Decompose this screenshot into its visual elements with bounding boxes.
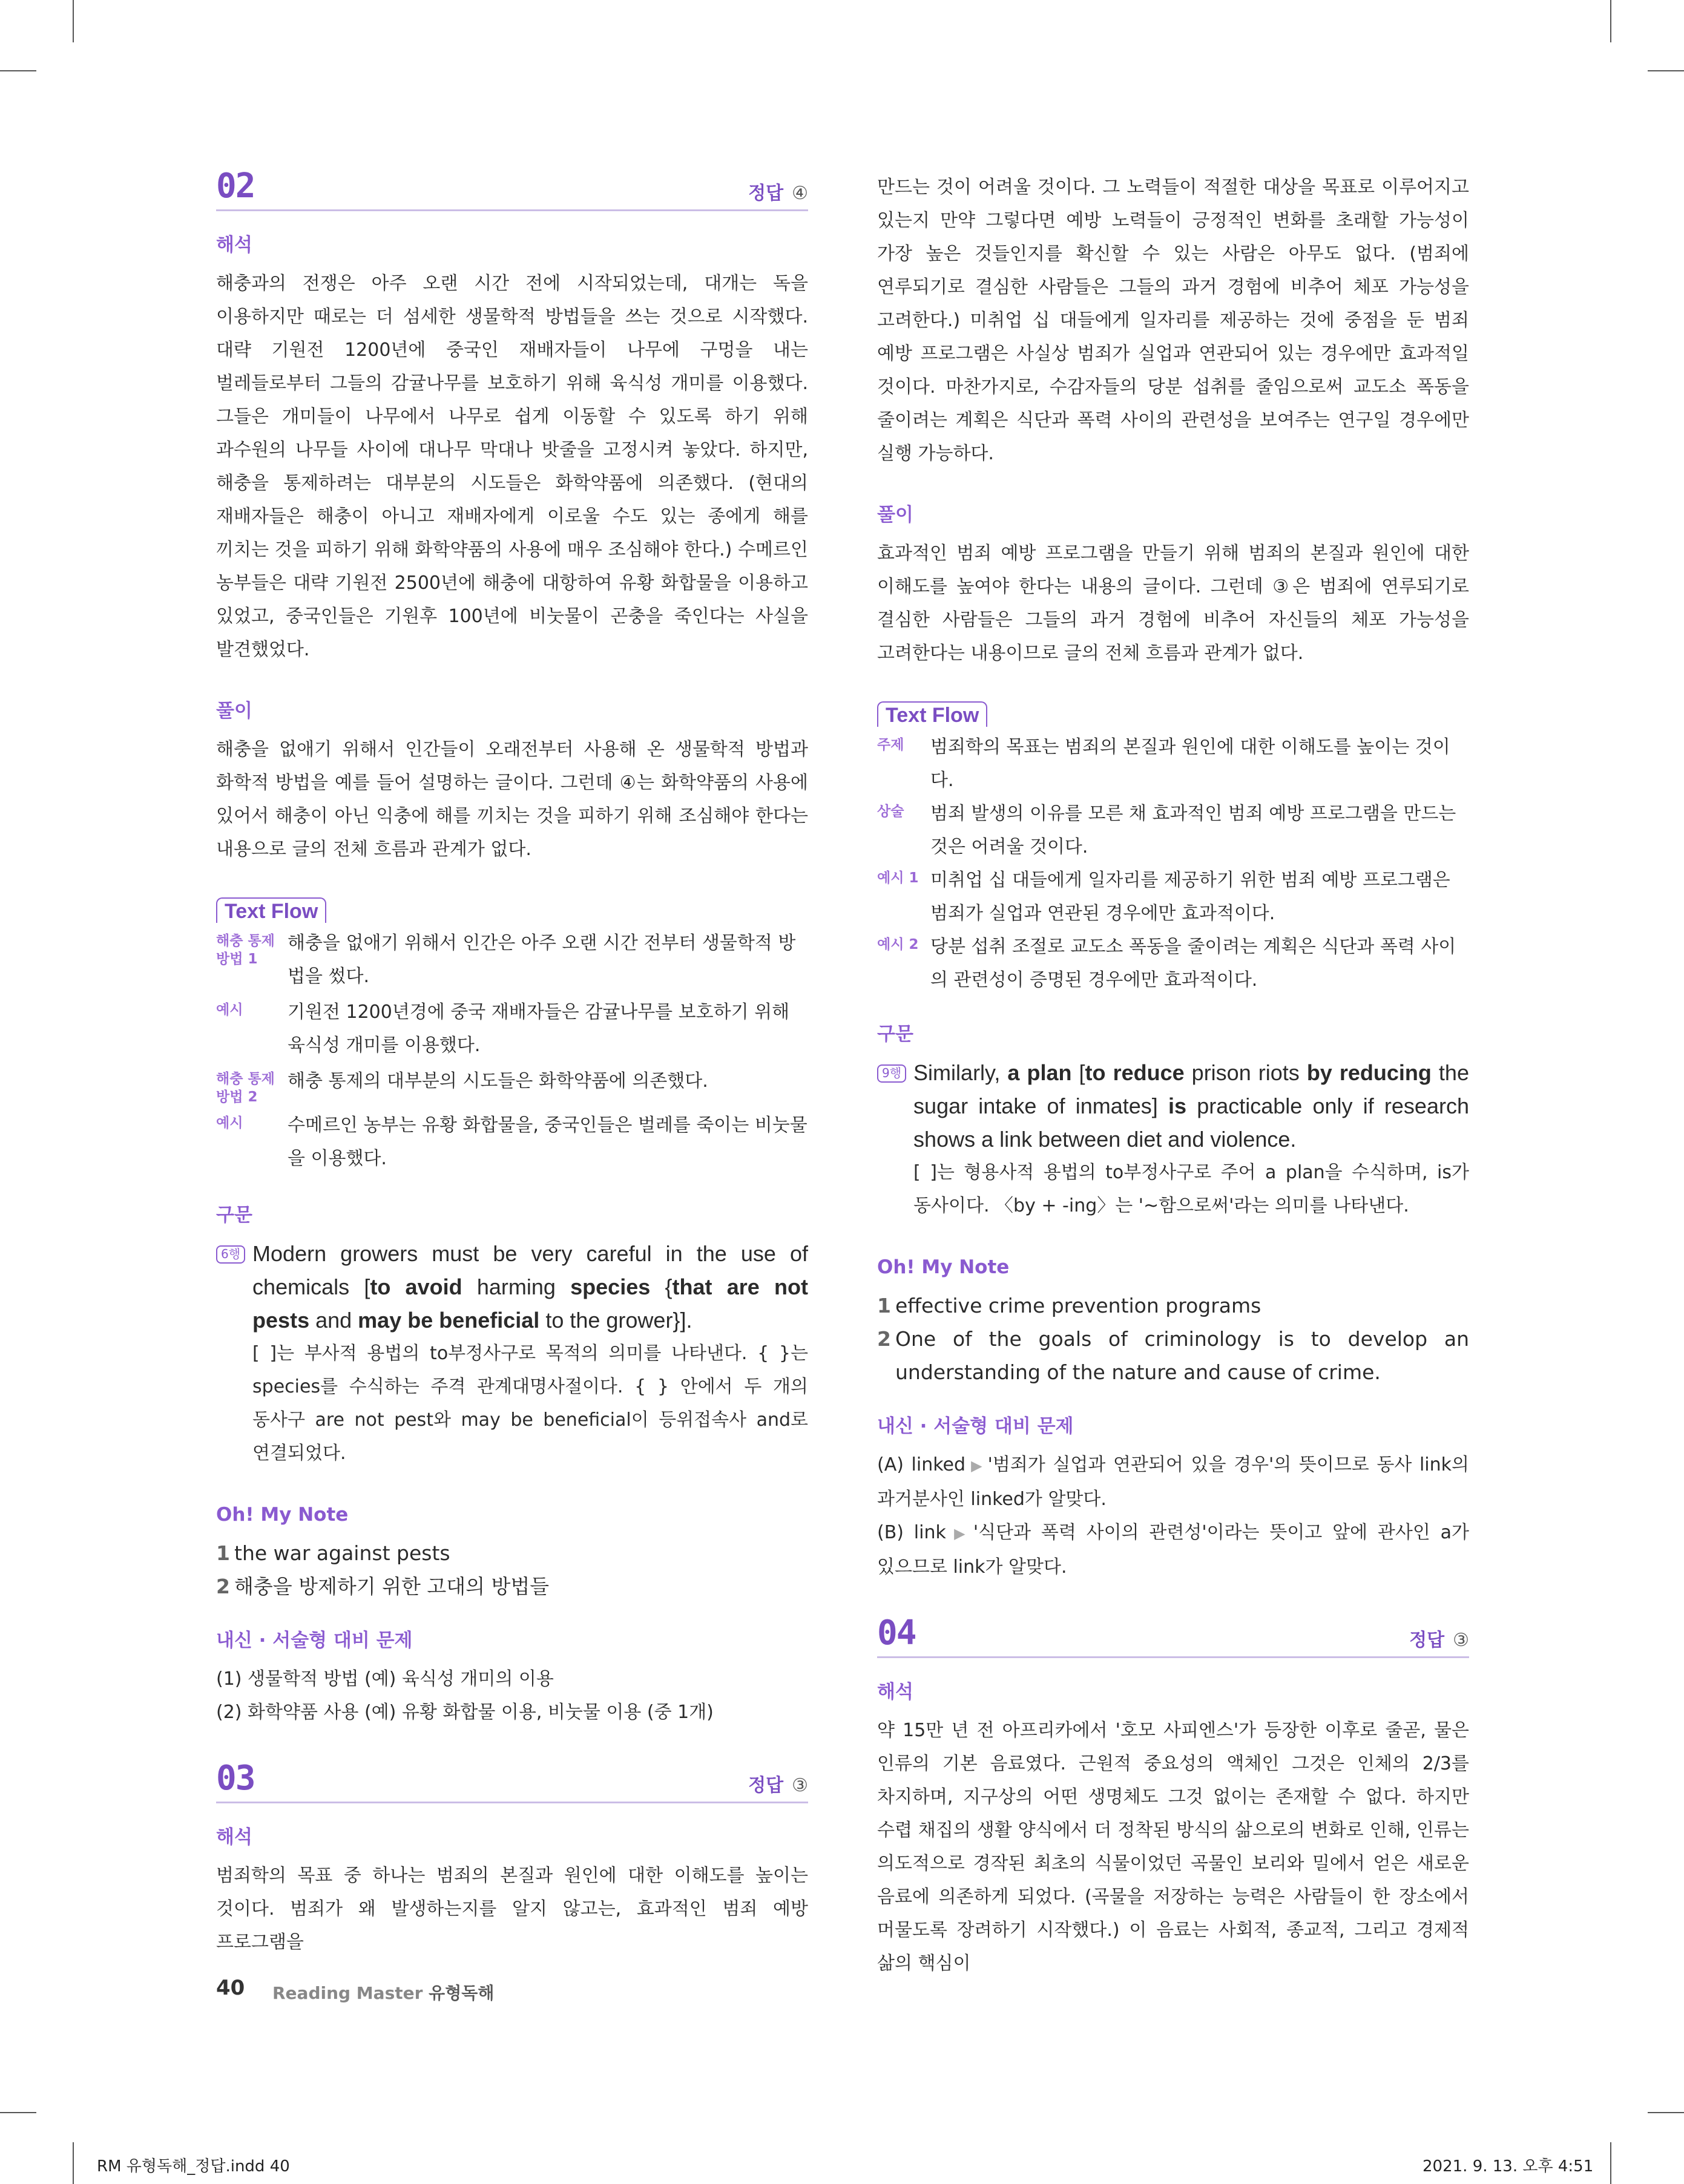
section-label-haeseok: 해석	[216, 1826, 252, 1848]
syntax-item	[877, 1056, 1469, 1222]
section-label-exam: 내신 · 서술형 대비 문제	[877, 1415, 1074, 1437]
section-label-syntax: 구문	[877, 1023, 913, 1045]
syntax-sentence: Similarly, a plan [to reduce prison riots by reducing the sugar intake of inmates] is practicable only if research shows a link between diet and violence.	[913, 1060, 1469, 1152]
crop-mark	[0, 2112, 36, 2113]
text-flow-tag: 예시 1	[877, 870, 919, 886]
text-flow-item	[877, 864, 1469, 930]
slug-filename: RM 유형독해_정답.indd 40	[97, 2157, 290, 2176]
text-flow-item	[877, 797, 1469, 864]
question-header	[216, 168, 808, 211]
section-label-haeseok: 해석	[877, 1681, 913, 1703]
crop-mark	[1610, 0, 1611, 42]
crop-mark	[1648, 2112, 1684, 2113]
crop-mark	[1610, 2142, 1611, 2184]
question-number: 02	[216, 166, 255, 206]
crop-mark	[1648, 70, 1684, 71]
section-label-exam: 내신 · 서술형 대비 문제	[216, 1630, 413, 1651]
answer-label	[748, 178, 808, 205]
text-flow-text: 수메르인 농부는 유황 화합물을, 중국인들은 벌레를 죽이는 비눗물을 이용했다.	[288, 1115, 807, 1169]
text-flow-text: 해충 통제의 대부분의 시도들은 화학약품에 의존했다.	[288, 1071, 708, 1092]
syntax-item	[216, 1237, 808, 1470]
answer-label: 정답 ③	[1409, 1630, 1469, 1651]
section-label-note: Oh! My Note	[877, 1256, 1010, 1278]
translation-paragraph: 범죄학의 목표 중 하나는 범죄의 본질과 원인에 대한 이해도를 높이는 것이다. 범죄가 왜 발생하는지를 알지 않고는, 효과적인 범죄 예방 프로그램을	[216, 1865, 808, 1953]
crop-mark	[0, 70, 36, 71]
text-flow-text: 범죄학의 목표는 범죄의 본질과 원인에 대한 이해도를 높이는 것이다.	[930, 736, 1450, 791]
note-item: 1 effective crime prevention programs	[877, 1294, 1261, 1317]
section-label-haeseok: 해석	[216, 234, 252, 256]
translation-paragraph: 해충과의 전쟁은 아주 오랜 시간 전에 시작되었는데, 대개는 독을 이용하지만 때로는 더 섬세한 생물학적 방법들을 쓰는 것으로 시작했다. 대략 기원전 1200년에 중국인 재배자들이 나무에 구멍을 내는 벌레들로부터 그들의 감귤나무를 보호하기 위해 육식성 개미를 이용했다. 그들은 개미들이 나무에서 나무로 쉽게 이동할 수 있도록 하기 위해 과수원의 나무들 사이에 대나무 막대나 밧줄을 고정시켜 놓았다. 하지만, 해충을 통제하려는 대부분의 시도들은 화학약품에 의존했다. (현대의 재배자들은 해충이 아니고 재배자에게 이로울 수도 있는 종에게 해를 끼치는 것을 피하기 위해 화학약품의 사용에 매우 조심해야 한다.) 수메르인 농부들은 대략 기원전 2500년에 해충에 대항하여 유황 화합물을 이용하고 있었고, 중국인들은 기원후 100년에 비눗물이 곤충을 죽인다는 사실을 발견했었다.	[216, 273, 808, 660]
note-item: 2 해충을 방제하기 위한 고대의 방법들	[216, 1575, 550, 1598]
text-flow-item	[877, 730, 1469, 797]
syntax-explanation: [ ]는 부사적 용법의 to부정사구로 목적의 의미를 나타낸다. { }는 species를 수식하는 주격 관계대명사절이다. { } 안에서 두 개의 동사구 are not pest와 may be beneficial이 등위접속사 and로 연결되었다.	[252, 1343, 808, 1464]
section-label-puri: 풀이	[877, 504, 913, 526]
question-header	[216, 1760, 808, 1803]
section-label-syntax: 구문	[216, 1204, 252, 1226]
crop-mark	[73, 0, 74, 42]
exam-answer-line: (1) 생물학적 방법 (예) 육식성 개미의 이용	[216, 1668, 554, 1690]
answer-mark: ④	[792, 183, 808, 204]
text-flow-tag: 주제	[877, 737, 904, 753]
left-column	[216, 168, 808, 1959]
text-flow-title: Text Flow	[216, 897, 326, 923]
text-flow-item	[877, 930, 1469, 997]
play-arrow-icon: ▶	[949, 1525, 970, 1542]
text-flow-list	[216, 926, 808, 1175]
crop-mark	[73, 2142, 74, 2184]
line-number-badge: 6행	[216, 1245, 245, 1264]
page-number: 40	[216, 1976, 245, 2000]
translation-paragraph: 약 15만 년 전 아프리카에서 '호모 사피엔스'가 등장한 이후로 줄곧, 물은 인류의 기본 음료였다. 근원적 중요성의 액체인 그것은 인체의 2/3를 차지하며, 지구상의 어떤 생명체도 그것 없이는 존재할 수 없다. 하지만 수렵 채집의 생활 양식에서 더 정착된 방식의 삶으로의 변화로 인해, 인류는 의도적으로 경작된 최초의 식물이었던 곡물인 보리와 밀에서 얻은 새로운 음료에 의존하게 되었다. (곡물을 저장하는 능력은 사람들이 한 장소에서 머물도록 장려하기 시작했다.) 이 음료는 사회적, 종교적, 그리고 경제적 삶의 핵심이	[877, 1720, 1469, 1974]
text-flow-item	[216, 1109, 808, 1175]
text-flow-title: Text Flow	[877, 701, 987, 727]
answer-mark: ③	[792, 1775, 808, 1796]
text-flow-text: 범죄 발생의 이유를 모른 채 효과적인 범죄 예방 프로그램을 만드는 것은 어려울 것이다.	[930, 803, 1456, 858]
syntax-explanation: [ ]는 형용사적 용법의 to부정사구로 주어 a plan을 수식하며, is가 동사이다. 〈by + -ing〉는 '~함으로써'라는 의미를 나타낸다.	[913, 1162, 1469, 1216]
text-flow-tag: 예시	[216, 1002, 243, 1018]
explanation-paragraph: 해충을 없애기 위해서 인간들이 오래전부터 사용해 온 생물학적 방법과 화학적 방법을 예를 들어 설명하는 글이다. 그런데 ④는 화학약품의 사용에 있어서 해충이 아닌 익충에 해를 끼치는 것을 피하기 위해 조심해야 한다는 내용으로 글의 전체 흐름과 관계가 없다.	[216, 739, 808, 860]
exam-answer-b: (B) link ▶ '식단과 폭력 사이의 관련성'이라는 뜻이고 앞에 관사인 a가 있으므로 link가 알맞다.	[877, 1522, 1469, 1578]
text-flow-text: 당분 섭취 조절로 교도소 폭동을 줄이려는 계획은 식단과 폭력 사이의 관련성이 증명된 경우에만 효과적이다.	[930, 936, 1456, 991]
play-arrow-icon: ▶	[969, 1457, 984, 1474]
question-number: 03	[216, 1759, 255, 1798]
exam-answer-a: (A) linked ▶ '범죄가 실업과 연관되어 있을 경우'의 뜻이므로 동사 link의 과거분사인 linked가 알맞다.	[877, 1454, 1469, 1510]
text-flow-tag: 해충 통제 방법 2	[216, 1071, 275, 1105]
text-flow-text: 해충을 없애기 위해서 인간은 아주 오랜 시간 전부터 생물학적 방법을 썼다.	[288, 933, 796, 987]
text-flow-list	[877, 730, 1469, 997]
exam-answer-line: (2) 화학약품 사용 (예) 유황 화합물 이용, 비눗물 이용 (중 1개)	[216, 1702, 714, 1723]
explanation-paragraph: 효과적인 범죄 예방 프로그램을 만들기 위해 범죄의 본질과 원인에 대한 이해도를 높여야 한다는 내용의 글이다. 그런데 ③은 범죄에 연루되기로 결심한 사람들은 그들의 과거 경험에 비추어 자신들의 체포 가능성을 고려한다는 내용이므로 글의 전체 흐름과 관계가 없다.	[877, 543, 1469, 664]
text-flow-text: 기원전 1200년경에 중국 재배자들은 감귤나무를 보호하기 위해 육식성 개미를 이용했다.	[288, 1002, 790, 1056]
text-flow-text: 미취업 십 대들에게 일자리를 제공하기 위한 범죄 예방 프로그램은 범죄가 실업과 연관된 경우에만 효과적이다.	[930, 870, 1450, 924]
text-flow-tag: 상술	[877, 804, 904, 819]
text-flow-item	[216, 926, 808, 993]
answer-label: 정답 ③	[748, 1775, 808, 1796]
section-label-note: Oh! My Note	[216, 1504, 349, 1526]
slug-date: 2021. 9. 13. 오후 4:51	[1423, 2157, 1594, 2176]
right-column	[877, 171, 1469, 1980]
book-title: Reading Master 유형독해	[272, 1983, 495, 2003]
question-number: 04	[877, 1613, 916, 1653]
translation-paragraph: 만드는 것이 어려울 것이다. 그 노력들이 적절한 대상을 목표로 이루어지고 있는지 만약 그렇다면 예방 노력들이 긍정적인 변화를 초래할 가능성이 가장 높은 것들인지를 확신할 수 있는 사람은 아무도 없다. (범죄에 연루되기로 결심한 사람들은 그들의 과거 경험에 비추어 체포 가능성을 고려한다.) 미취업 십 대들에게 일자리를 제공하는 것에 중점을 둔 범죄 예방 프로그램은 사실상 범죄가 실업과 연관되어 있는 경우에만 효과적일 것이다. 마찬가지로, 수감자들의 당분 섭취를 줄임으로써 교도소 폭동을 줄이려는 계획은 식단과 폭력 사이의 관련성을 보여주는 연구일 경우에만 실행 가능하다.	[877, 177, 1469, 464]
syntax-sentence: Modern growers must be very careful in the use of chemicals [to avoid harming species {that are not pests and may be beneficial to the grower}].	[252, 1241, 808, 1333]
line-number-badge: 9행	[877, 1064, 906, 1083]
text-flow-tag: 예시	[216, 1115, 243, 1131]
question-header	[877, 1615, 1469, 1658]
text-flow-item	[216, 1064, 808, 1106]
text-flow-item	[216, 995, 808, 1062]
answer-text: 정답	[748, 183, 784, 204]
note-item: 2 One of the goals of criminology is to develop an understanding of the nature and cause of crime.	[877, 1327, 1469, 1384]
note-item: 1 the war against pests	[216, 1541, 450, 1565]
text-flow-tag: 해충 통제 방법 1	[216, 933, 275, 967]
section-label-puri: 풀이	[216, 700, 252, 722]
text-flow-tag: 예시 2	[877, 937, 919, 953]
answer-mark: ③	[1453, 1630, 1469, 1651]
